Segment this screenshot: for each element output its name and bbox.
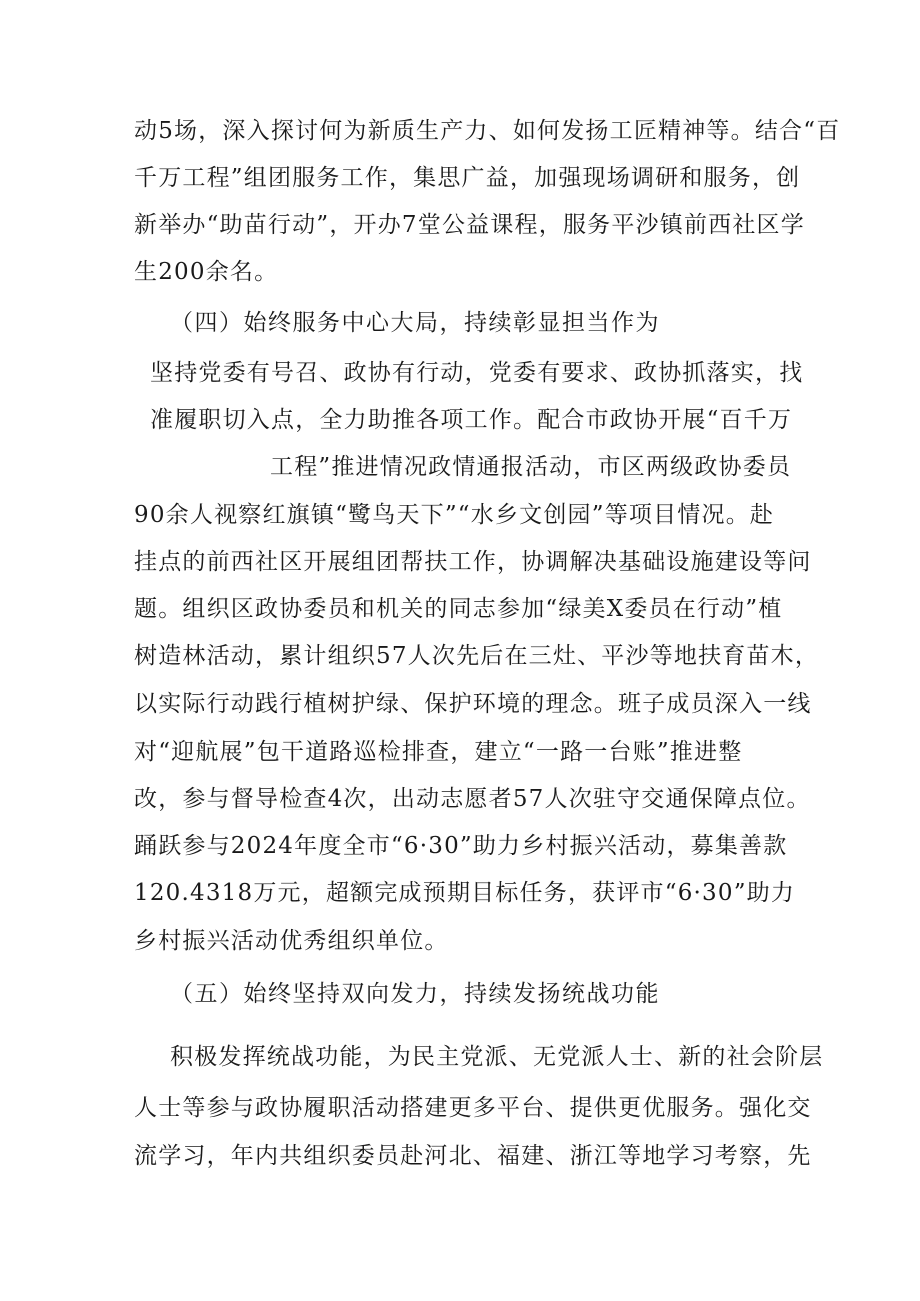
paragraph-2-line-5: 挂点的前西社区开展组团帮扶工作，协调解决基础设施建设等问 (134, 549, 812, 575)
paragraph-2-line-12: 120.4318万元，超额完成预期目标任务，获评市“6·30”助力 (134, 880, 796, 906)
paragraph-1-line-2: 千万工程”组团服务工作，集思广益，加强现场调研和服务，创 (134, 165, 801, 191)
paragraph-2-line-11: 踊跃参与2024年度全市“6·30”助力乡村振兴活动，募集善款 (134, 833, 788, 859)
paragraph-2-line-13: 乡村振兴活动优秀组织单位。 (134, 928, 449, 954)
paragraph-3-line-2: 人士等参与政协履职活动搭建更多平台、提供更优服务。强化交 (134, 1095, 812, 1121)
section-heading-4: （四）始终服务中心大局，持续彰显担当作为 (170, 310, 660, 336)
paragraph-1-line-1: 动5场，深入探讨何为新质生产力、如何发扬工匠精神等。结合“百 (134, 118, 841, 144)
paragraph-2-line-6: 题。组织区政协委员和机关的同志参加“绿美X委员在行动”植 (134, 596, 783, 622)
paragraph-2-line-4: 90余人视察红旗镇“鹭鸟天下”“水乡文创园”等项目情况。赴 (134, 502, 775, 528)
paragraph-2-line-1: 坚持党委有号召、政协有行动，党委有要求、政协抓落实，找 (150, 360, 804, 386)
paragraph-2-line-2: 准履职切入点，全力助推各项工作。配合市政协开展“百千万 (150, 407, 793, 433)
paragraph-3-line-1: 积极发挥统战功能，为民主党派、无党派人士、新的社会阶层 (170, 1044, 824, 1070)
paragraph-2-line-10: 改，参与督导检查4次，出动志愿者57人次驻守交通保障点位。 (134, 786, 811, 812)
paragraph-2-line-7: 树造林活动，累计组织57人次先后在三灶、平沙等地扶育苗木， (134, 643, 820, 669)
paragraph-1-line-4: 生200余名。 (134, 259, 279, 285)
paragraph-2-line-9: 对“迎航展”包干道路巡检排查，建立“一路一台账”推进整 (134, 739, 743, 765)
paragraph-2-line-3: 工程”推进情况政情通报活动，市区两级政协委员 (270, 454, 792, 480)
paragraph-1-line-3: 新举办“助苗行动”，开办7堂公益课程，服务平沙镇前西社区学 (134, 212, 805, 238)
section-heading-5: （五）始终坚持双向发力，持续发扬统战功能 (170, 981, 660, 1007)
paragraph-2-line-8: 以实际行动践行植树护绿、保护环境的理念。班子成员深入一线 (134, 691, 812, 717)
paragraph-3-line-3: 流学习，年内共组织委员赴河北、福建、浙江等地学习考察，先 (134, 1143, 812, 1169)
